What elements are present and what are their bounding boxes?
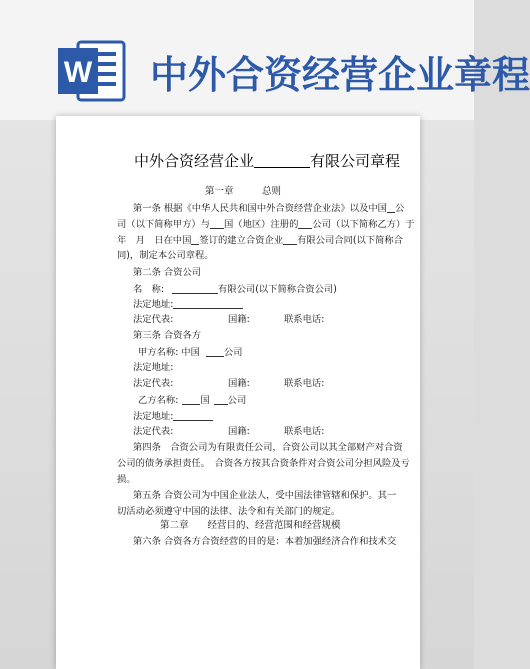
text: 第一条 根据《中华人民共和国中外合资经营企业法》以及中国 bbox=[133, 203, 387, 214]
article-2-heading: 第二条 合资公司 bbox=[133, 267, 202, 278]
document-title bbox=[134, 150, 400, 171]
label: 联系电话: bbox=[284, 314, 325, 325]
text: 有限公司合同(以下简称合 bbox=[297, 235, 403, 246]
article-3-heading: 第三条 合资各方 bbox=[133, 330, 202, 341]
article-4-line-2: 公司的债务承担责任。 合资各方按其合资条件对合资公司分担风险及亏 bbox=[117, 458, 410, 469]
text: 公司 bbox=[227, 395, 247, 406]
address-row-1 bbox=[133, 298, 243, 311]
article-4-line-3: 损。 bbox=[117, 474, 136, 485]
article-1-line-4: 同)，制定本公司章程。 bbox=[117, 250, 214, 261]
text: 年 月 日在中国 bbox=[117, 235, 192, 246]
text: 有限公司(以下简称合资公司) bbox=[218, 284, 337, 295]
title-left: 中外合资经营企业 bbox=[134, 152, 255, 170]
article-1-line-3 bbox=[117, 234, 403, 247]
word-doc-icon bbox=[56, 38, 126, 104]
article-1-line-2 bbox=[117, 218, 415, 231]
party-a-name-row bbox=[138, 346, 242, 359]
title-blank bbox=[254, 153, 310, 168]
company-name-row bbox=[133, 283, 337, 296]
article-1-line-1 bbox=[133, 202, 404, 215]
party-b-name-row bbox=[138, 394, 246, 407]
label: 甲方名称: 中国 bbox=[138, 347, 200, 358]
word-icon-letter: W bbox=[63, 56, 93, 89]
label: 法定代表: bbox=[133, 314, 174, 325]
chapter-1-heading: 第一章 总则 bbox=[205, 186, 282, 197]
text: 公司 bbox=[223, 347, 243, 358]
article-5-line-2: 切活动必须遵守中国的法律、法令和有关部门的规定。 bbox=[117, 506, 341, 517]
label: 法定地址: bbox=[133, 411, 174, 422]
label: 名 称: bbox=[133, 284, 165, 295]
text: 司（以下简称甲方）与 bbox=[117, 219, 210, 230]
label: 国籍: bbox=[228, 378, 250, 389]
text: 签订的建立合资企业 bbox=[199, 235, 284, 246]
article-4-line-1: 第四条 合资公司为有限责任公司，合资公司以其全部财产对合资 bbox=[133, 442, 403, 453]
label: 国籍: bbox=[228, 314, 250, 325]
label: 法定代表: bbox=[133, 426, 174, 437]
legal-rep-row-2 bbox=[133, 378, 325, 390]
label: 国籍: bbox=[228, 426, 250, 437]
document-page bbox=[56, 116, 420, 669]
chapter-2-heading: 第二章 经营目的、经营范围和经营规模 bbox=[160, 520, 341, 531]
label: 乙方名称: bbox=[138, 395, 179, 406]
article-5-line-1: 第五条 合资公司为中国企业法人，受中国法律管辖和保护。其一 bbox=[133, 490, 397, 501]
label: 法定地址: bbox=[133, 299, 174, 310]
text: 公 bbox=[394, 203, 405, 214]
text: 国（地区）注册的 bbox=[223, 219, 299, 230]
label: 联系电话: bbox=[284, 426, 325, 437]
banner-title: 中外合资经营企业章程 bbox=[150, 53, 530, 97]
title-right: 有限公司章程 bbox=[310, 152, 401, 170]
address-row-3 bbox=[133, 410, 213, 423]
text: 公司（以下简称乙方）于 bbox=[312, 219, 415, 230]
legal-rep-row-3 bbox=[133, 426, 325, 438]
text: 国 bbox=[200, 395, 210, 406]
label: 法定代表: bbox=[133, 378, 174, 389]
article-6-line-1: 第六条 合资各方合资经营的目的是：本着加强经济合作和技术交 bbox=[133, 536, 397, 547]
address-row-2: 法定地址: bbox=[133, 362, 174, 373]
label: 联系电话: bbox=[284, 378, 325, 389]
legal-rep-row-1 bbox=[133, 314, 325, 326]
